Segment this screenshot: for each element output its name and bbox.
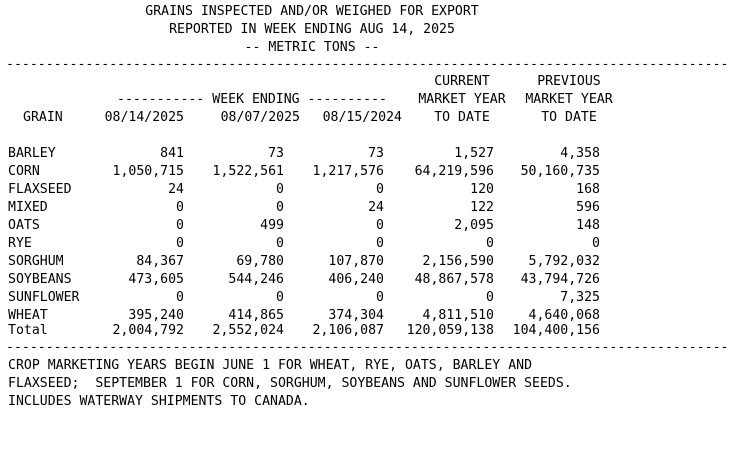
report-subtitle: REPORTED IN WEEK ENDING AUG 14, 2025 bbox=[169, 22, 455, 37]
previous-ytd-value: 43,794,726 bbox=[520, 272, 600, 287]
week1-value: 1,050,715 bbox=[112, 164, 184, 179]
header-previous-mid: MARKET YEAR bbox=[525, 92, 613, 107]
current-ytd-value: 1,527 bbox=[454, 146, 494, 161]
current-ytd-value: 0 bbox=[486, 290, 494, 305]
total-previous-ytd-value: 104,400,156 bbox=[512, 323, 600, 338]
header-current-mid: MARKET YEAR bbox=[418, 92, 506, 107]
header-col-week2: 08/07/2025 bbox=[220, 110, 300, 125]
current-ytd-value: 0 bbox=[486, 236, 494, 251]
week3-value: 0 bbox=[376, 236, 384, 251]
week1-value: 0 bbox=[176, 290, 184, 305]
current-ytd-value: 48,867,578 bbox=[414, 272, 494, 287]
table-row bbox=[0, 217, 624, 235]
previous-ytd-value: 4,640,068 bbox=[528, 308, 600, 323]
week2-value: 0 bbox=[276, 182, 284, 197]
week3-value: 374,304 bbox=[328, 308, 384, 323]
previous-ytd-value: 168 bbox=[576, 182, 600, 197]
current-ytd-value: 2,095 bbox=[454, 218, 494, 233]
grain-name: BARLEY bbox=[8, 146, 56, 161]
week2-value: 69,780 bbox=[236, 254, 284, 269]
header-previous-top: PREVIOUS bbox=[537, 74, 601, 89]
header-previous-bottom: TO DATE bbox=[541, 110, 597, 125]
header-week-ending: ----------- WEEK ENDING ---------- bbox=[117, 92, 387, 107]
header-row-mid bbox=[0, 91, 624, 109]
previous-ytd-value: 0 bbox=[592, 236, 600, 251]
total-week2-value: 2,552,024 bbox=[212, 323, 284, 338]
week2-value: 0 bbox=[276, 236, 284, 251]
total-current-ytd-value: 120,059,138 bbox=[406, 323, 494, 338]
table-row bbox=[0, 163, 624, 181]
grain-name: WHEAT bbox=[8, 308, 48, 323]
week3-value: 73 bbox=[368, 146, 384, 161]
table-row bbox=[0, 145, 624, 163]
total-row bbox=[0, 322, 624, 340]
total-label: Total bbox=[8, 323, 48, 338]
report-title: GRAINS INSPECTED AND/OR WEIGHED FOR EXPORT bbox=[145, 4, 479, 19]
total-week3-value: 2,106,087 bbox=[312, 323, 384, 338]
previous-ytd-value: 7,325 bbox=[560, 290, 600, 305]
report-units: -- METRIC TONS -- bbox=[244, 40, 380, 55]
table-row bbox=[0, 199, 624, 217]
grain-name: FLAXSEED bbox=[8, 182, 72, 197]
week3-value: 0 bbox=[376, 290, 384, 305]
week1-value: 84,367 bbox=[136, 254, 184, 269]
total-week1-value: 2,004,792 bbox=[112, 323, 184, 338]
header-col-week1: 08/14/2025 bbox=[104, 110, 184, 125]
previous-ytd-value: 4,358 bbox=[560, 146, 600, 161]
week1-value: 395,240 bbox=[128, 308, 184, 323]
note-line-1: CROP MARKETING YEARS BEGIN JUNE 1 FOR WHEAT, RYE, OATS, BARLEY AND bbox=[8, 358, 533, 373]
grain-name: RYE bbox=[8, 236, 32, 251]
week1-value: 0 bbox=[176, 218, 184, 233]
week1-value: 24 bbox=[168, 182, 184, 197]
week2-value: 499 bbox=[260, 218, 284, 233]
current-ytd-value: 120 bbox=[470, 182, 494, 197]
previous-ytd-value: 5,792,032 bbox=[528, 254, 600, 269]
week3-value: 406,240 bbox=[328, 272, 384, 287]
week3-value: 24 bbox=[368, 200, 384, 215]
week1-value: 0 bbox=[176, 236, 184, 251]
grain-name: OATS bbox=[8, 218, 40, 233]
current-ytd-value: 4,811,510 bbox=[422, 308, 494, 323]
current-ytd-value: 64,219,596 bbox=[414, 164, 494, 179]
bottom-separator: ------------------------------------------------------------------------------------------- bbox=[6, 340, 729, 355]
header-row-bottom bbox=[0, 109, 624, 127]
week2-value: 0 bbox=[276, 200, 284, 215]
week2-value: 414,865 bbox=[228, 308, 284, 323]
table-row bbox=[0, 253, 624, 271]
note-line-3: INCLUDES WATERWAY SHIPMENTS TO CANADA. bbox=[8, 394, 310, 409]
table-row bbox=[0, 271, 624, 289]
current-ytd-value: 2,156,590 bbox=[422, 254, 494, 269]
table-row bbox=[0, 235, 624, 253]
header-row-top bbox=[0, 73, 624, 91]
table-row bbox=[0, 181, 624, 199]
current-ytd-value: 122 bbox=[470, 200, 494, 215]
header-col-week3: 08/15/2024 bbox=[322, 110, 402, 125]
previous-ytd-value: 596 bbox=[576, 200, 600, 215]
week2-value: 544,246 bbox=[228, 272, 284, 287]
grain-name: SORGHUM bbox=[8, 254, 64, 269]
header-grain: GRAIN bbox=[23, 110, 63, 125]
week1-value: 473,605 bbox=[128, 272, 184, 287]
table-row bbox=[0, 289, 624, 307]
top-separator: ------------------------------------------------------------------------------------------- bbox=[6, 57, 729, 72]
header-current-top: CURRENT bbox=[434, 74, 490, 89]
week2-value: 0 bbox=[276, 290, 284, 305]
week3-value: 107,870 bbox=[328, 254, 384, 269]
header-current-bottom: TO DATE bbox=[434, 110, 490, 125]
grain-name: SUNFLOWER bbox=[8, 290, 80, 305]
week3-value: 0 bbox=[376, 218, 384, 233]
week1-value: 841 bbox=[160, 146, 184, 161]
previous-ytd-value: 50,160,735 bbox=[520, 164, 600, 179]
week2-value: 1,522,561 bbox=[212, 164, 284, 179]
week1-value: 0 bbox=[176, 200, 184, 215]
week3-value: 1,217,576 bbox=[312, 164, 384, 179]
grain-name: CORN bbox=[8, 164, 40, 179]
previous-ytd-value: 148 bbox=[576, 218, 600, 233]
note-line-2: FLAXSEED; SEPTEMBER 1 FOR CORN, SORGHUM, SOYBEANS AND SUNFLOWER SEEDS. bbox=[8, 376, 572, 391]
grain-name: SOYBEANS bbox=[8, 272, 72, 287]
grain-name: MIXED bbox=[8, 200, 48, 215]
week3-value: 0 bbox=[376, 182, 384, 197]
week2-value: 73 bbox=[268, 146, 284, 161]
